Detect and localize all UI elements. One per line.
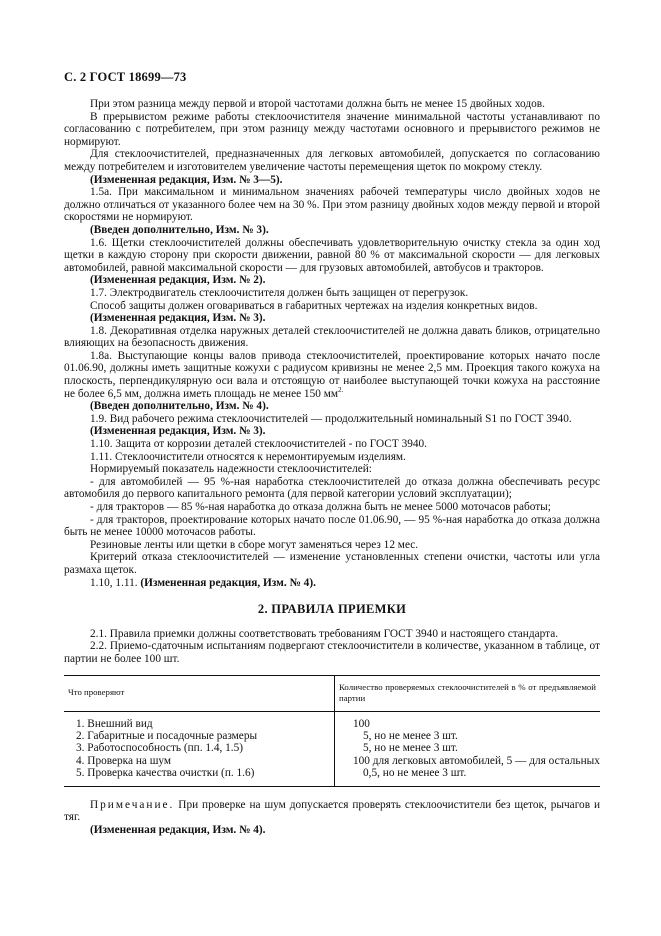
table-value: 5, но не менее 3 шт. — [363, 742, 458, 755]
table-value: 100 — [353, 717, 370, 730]
table-value: 100 для легковых автомобилей, 5 — для остальных — [353, 754, 600, 767]
paragraph: Для стеклоочистителей, предназначенных для легковых автомобилей, допускается по согласованию между потребителем и изготовителем увеличение частоты перемещения щеток по мокрому стеклу. — [64, 148, 600, 173]
note-text: При проверке на шум допускается проверять стеклоочистители без щеток, рычагов и тяг. — [64, 798, 600, 824]
paragraph: - для тракторов — 85 %-ная наработка до отказа должна быть не менее 5000 моточасов работы; — [90, 501, 551, 513]
table-header-qty: Количество проверяемых стеклоочистителей в % от предъявляемой партии — [335, 675, 601, 711]
paragraph-1-8a — [64, 350, 600, 400]
note-label: Примечание. — [90, 798, 175, 811]
paragraph-text: 1.8а. Выступающие концы валов привода стеклоочистителей, проектирование которых начато после 01.06.90, должны иметь защитные кожухи с радиусом кривизны не менее 2,5 мм. Проекция такого кожуха на плоскость, перпендикулярную оси вала и отстоящую от наиболее выступающей точки кожуха на расстояние не более 6,5 мм, должна иметь площадь не менее 150 мм — [64, 349, 600, 400]
paragraph: 1.7. Электродвигатель стеклоочистителя должен быть защищен от перегрузок. — [90, 286, 469, 299]
paragraph: 1.11. Стеклоочистители относятся к неремонтируемым изделиям. — [90, 450, 406, 463]
amendment-note: (Измененная редакция, Изм. № 3). — [90, 425, 266, 438]
table-row — [64, 711, 600, 786]
paragraph: Способ защиты должен оговариваться в габаритных чертежах на изделия конкретных видов. — [90, 299, 538, 312]
table-note — [64, 799, 600, 824]
amendment-note: (Измененная редакция, Изм. № 3). — [90, 312, 266, 325]
amendment-note: (Измененная редакция, Изм. № 3—5). — [90, 173, 283, 186]
table-header-what: Что проверяют — [64, 675, 335, 711]
paragraph: В прерывистом режиме работы стеклоочистителя значение минимальной частоты устанавливают по согласованию с потребителем, при этом разницу между частотами основного и прерывистого режимов не нормируют. — [64, 110, 600, 148]
paragraph: 1.9. Вид рабочего режима стеклоочистителей — продолжительный номинальный S1 по ГОСТ 3940. — [90, 412, 572, 425]
table-item: 1. Внешний вид — [76, 717, 153, 730]
table-cell-what — [64, 711, 335, 786]
acceptance-table — [64, 675, 600, 787]
amendment-note: (Измененная редакция, Изм. № 2). — [90, 274, 266, 287]
table-value: 0,5, но не менее 3 шт. — [363, 767, 467, 780]
amendment-note: (Введен дополнительно, Изм. № 3). — [90, 223, 269, 236]
paragraph: 1.10. Защита от коррозии деталей стеклоочистителей - по ГОСТ 3940. — [90, 438, 427, 451]
paragraph: При этом разница между первой и второй частотами должна быть не менее 15 двойных ходов. — [90, 98, 545, 110]
document-body — [64, 98, 600, 836]
page-header: С. 2 ГОСТ 18699—73 — [64, 70, 187, 84]
paragraph: 1.6. Щетки стеклоочистителей должны обеспечивать удовлетворительную очистку стекла за один ход щетки в каждую сторону при скорости движении, равной 80 % от максимальной скорости — для легковых автомобилей, равной максимальной скорости — для грузовых автомобилей, автобусов и тракторов. — [64, 236, 600, 274]
superscript: 2. — [338, 385, 344, 394]
table-item: 4. Проверка на шум — [76, 754, 172, 767]
table-header-row — [64, 675, 600, 711]
paragraph: 2.2. Приемо-сдаточным испытаниям подвергают стеклоочистители в количестве, указанном в таблице, от партии не более 100 шт. — [64, 640, 600, 665]
paragraph: 2.1. Правила приемки должны соответствовать требованиям ГОСТ 3940 и настоящего стандарта. — [90, 627, 559, 640]
paragraph-text: 1.10, 1.11. — [90, 576, 138, 589]
paragraph: 1.8. Декоративная отделка наружных деталей стеклоочистителей не должна давать бликов, отрицательно влияющих на безопасность движения. — [64, 324, 600, 350]
amendment-note: (Измененная редакция, Изм. № 4). — [90, 823, 266, 836]
paragraph: - для автомобилей — 95 %-ная наработка стеклоочистителей до отказа должна обеспечивать ресурс автомобиля до первого капитального ремонта (для первой категории условий эксплуатации); — [64, 475, 600, 501]
paragraph-1-10-1-11 — [64, 577, 600, 590]
table-value: 5, но не менее 3 шт. — [363, 729, 458, 742]
table-cell-qty — [335, 711, 601, 786]
paragraph: - для тракторов, проектирование которых начато после 01.06.90, — 95 %-ная наработка до отказа должна быть не менее 10000 моточасов работы. — [64, 513, 600, 539]
table-item: 3. Работоспособность (пп. 1.4, 1.5) — [76, 742, 244, 755]
paragraph: 1.5а. При максимальном и минимальном значениях рабочей температуры число двойных ходов не должно отличаться от указанного более чем на 30 %. При этом разницу двойных ходов между первой и второй скоростями не нормируют. — [64, 186, 600, 224]
paragraph: Нормируемый показатель надежности стеклоочистителей: — [90, 463, 372, 476]
table-item: 5. Проверка качества очистки (п. 1.6) — [76, 767, 255, 780]
paragraph: Резиновые ленты или щетки в сборе могут заменяться через 12 мес. — [90, 538, 419, 551]
paragraph: Критерий отказа стеклоочистителей — изменение установленных степени очистки, частоты или угла размаха щеток. — [64, 551, 600, 576]
section-title: 2. ПРАВИЛА ПРИЕМКИ — [257, 602, 407, 617]
amendment-note: (Измененная редакция, Изм. № 4). — [140, 576, 316, 589]
amendment-note: (Введен дополнительно, Изм. № 4). — [90, 400, 269, 413]
table-item: 2. Габаритные и посадочные размеры — [76, 729, 258, 742]
